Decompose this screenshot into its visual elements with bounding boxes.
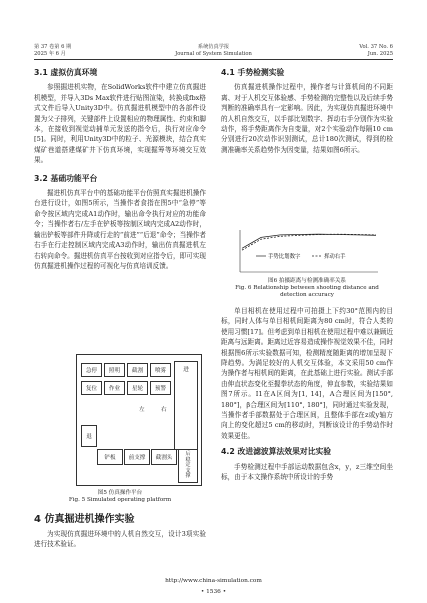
section-4-1-paragraph-1: 仿真掘进机操作过程中，操作者与计算机间的不同距离、对于人机交互体验感、手势检测的完整性以及后续手势判断的准确率具有一定影响。因此，为实现仿真掘进环境中的人机自然交互，以手部比划数字、挥动右手分别作为实验动作，将手势距离作为自变量，对2个实验动作每隔10 cm分别进行20次动作识别测试，总计180次测试，得到的检测准确率关系趋势作为因变量，结果如图6所示。 <box>221 83 393 154</box>
fig5-zone-backward: 退 <box>81 425 97 447</box>
figure-5-panel <box>76 354 202 486</box>
section-4-2-title: 4.2 改进滤波算法效果对比实验 <box>221 447 332 457</box>
fig5-button-emergency-stop: 急停 <box>81 363 102 377</box>
fig5-left-label: 左 <box>139 407 145 413</box>
figure-6-chart <box>232 228 382 276</box>
section-4 <box>34 510 206 550</box>
figure-5-caption-cn: 图5 仿真操作平台 <box>97 490 143 496</box>
figure-5-caption-en: Fig. 5 Simulated operating platform <box>68 497 172 504</box>
page-number: • 1536 • <box>200 589 227 595</box>
fig5-button-warning: 预警 <box>150 381 171 395</box>
header-volume: 第 37 卷第 6 期 2025 年 6 月 <box>34 44 72 57</box>
left-column <box>34 68 206 271</box>
section-3-2-paragraph: 掘进机仿真平台中的基础功能平台仿照真实掘进机操作台进行设计，如图5所示，当操作者食指在图5中“急停”等命令按区域内完成A1动作时，输出命令执行对应的功能命令；当操作者右/左手在铲板等按制区域内完成A2动作时，输出铲板等部件升降或行走的“前进”“后退”命令；当操作者右手在行走控制区域内完成A3动作时，输出仿真掘进机左右转向命令。掘进机仿真平台按收到对应指令后，即可实现仿真掘进机操作过程的可视化与仿真培训反馈。 <box>34 189 206 270</box>
section-3-2-title: 3.2 基础功能平台 <box>34 173 98 183</box>
section-4-title: 4 仿真掘进机操作实验 <box>34 514 135 525</box>
header-issue: Vol. 37 No. 6 Jun. 2025 <box>359 44 393 57</box>
fig5-button-reset: 复位 <box>81 381 102 395</box>
fig5-button-cutting: 截割 <box>127 363 148 377</box>
fig5-button-star-wheel: 星轮 <box>127 381 148 395</box>
fig5-right-label: 右 <box>161 407 167 413</box>
section-3-1-title: 3.1 虚拟仿真环境 <box>34 68 98 77</box>
section-4-1-paragraph-2: 单目相机在使用过程中可拍摄上下约30°范围内的目标，同时人体与单目相机间距离为80 cm时，符合人类的使用习惯[17]。但考虑到单目相机在使用过程中难以兼顾近距离与远距离。距离过近容易造成操作视觉效果不佳，同时根据图6所示实验数据可知，检测精度随距离的增加呈现下降趋势。为满足较好的人机交互体验，本文采用50 cm作为操作者与相机间的距离，在此基础上进行实验。测试手部由伸直状态变化至握拳状态的角度，伸直参数，实验结果如图7所示。I1在A区间为[1, 14]，A合理区间为[150°, 180°]，β合理区间为[110°, 180°]，同时通过实验发现，当操作者手部数据处于合理区间，且整体手部在z或y轴方向上的变化超过5 cm的移动时，判断该设计的手势动作时效果更佳。 <box>221 307 393 440</box>
figure-6-caption <box>221 278 393 300</box>
fig5-bottom-front-support: 前支撑 <box>124 449 150 465</box>
footer-url[interactable]: http://www.china-simulation.com <box>165 578 262 584</box>
fig6-series-line-2 <box>242 234 376 250</box>
fig5-button-lighting: 照明 <box>104 363 125 377</box>
fig5-bottom-shovel: 铲板 <box>97 449 123 465</box>
fig6-legend-label-2: 挥动右手 <box>324 254 346 260</box>
right-column-bottom <box>221 306 393 483</box>
section-4-2-paragraph: 手势检测过程中手部运动数据包含x，y，z三维空间坐标，由于本文操作系统中所设计的手势 <box>221 462 393 482</box>
figure-5-caption <box>34 490 206 504</box>
section-3-1-paragraph: 参照掘进机实物，在SolidWorks软件中建立仿真掘进机模型，并导入3Ds Max软件进行贴图渲染，转换成fbx格式文件后导入Unity3D中。仿真掘进机模型中的各部件设置为父子排列，关键部件上设置相应的物理属性、约束和脚本，在接收到视觉动捕单元发送的指令后，执行对应命令[5]。同时，利用Unity3D中的粒子、光源模块，结合真实煤矿巷道搭建煤矿井下仿真环境，实现掘筹等环境交互效果。 <box>34 83 206 165</box>
fig5-zone-forward: 进 <box>174 361 198 450</box>
fig6-series-line-1 <box>242 234 376 248</box>
figure-6-caption-en: Fig. 6 Relationship between shooting distance and detection accuracy <box>235 285 379 299</box>
fig5-bottom-rear-support: 后 稳 定 支 撑 <box>178 449 198 483</box>
figure-6-caption-cn: 图6 拍摄距离与检测准确率关系 <box>267 278 347 284</box>
header-journal: 系统仿真学报 Journal of System Simulation <box>175 44 252 57</box>
fig5-button-operation: 作业 <box>104 381 125 395</box>
fig5-button-spray: 喷雾 <box>150 363 171 377</box>
fig5-bottom-cutter-head: 截割头 <box>151 449 177 465</box>
section-4-paragraph: 为实现仿真掘进环境中的人机自然交互，设计3项实验进行技术验证。 <box>34 530 206 549</box>
fig6-legend-label-1: 手势比划数字 <box>268 254 301 260</box>
section-4-1-title: 4.1 手势检测实验 <box>221 68 285 77</box>
fig6-legend <box>256 252 346 260</box>
header-rule <box>34 59 393 60</box>
right-column-top <box>221 68 393 155</box>
